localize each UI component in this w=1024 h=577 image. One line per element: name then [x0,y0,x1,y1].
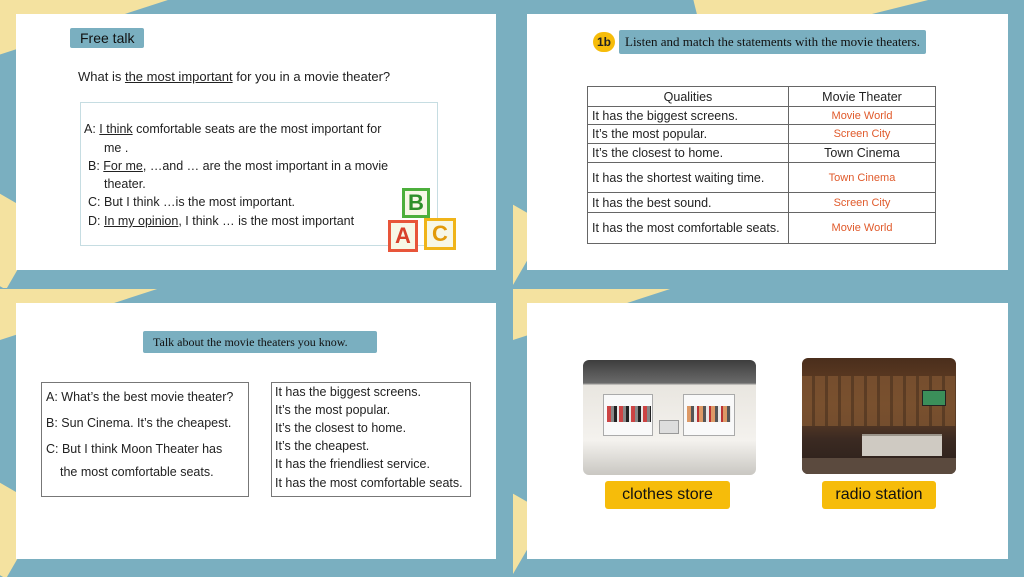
studio-screen [922,390,946,406]
dialog-line-a-cont: me . [104,141,129,155]
phrase: It’s the most popular. [275,403,391,417]
header-movie-theater: Movie Theater [789,87,936,107]
question: What is the most important for you in a movie theater? [78,69,391,84]
slide-card [527,14,1008,270]
slide-places [513,289,1024,577]
dialog-line-b: B: For me, …and … are the most important in a movie [88,159,389,173]
phrases-box [271,382,471,497]
free-talk-tag: Free talk [70,28,144,48]
phrase: It has the most comfortable seats. [275,476,463,490]
table-header [588,87,936,107]
match-table [587,86,936,244]
talk-about-tag: Talk about the movie theaters you know. [143,331,377,353]
abc-blocks-illustration [388,188,460,252]
dialog-line-d: D: In my opinion, I think … is the most important [88,214,355,228]
slide-listen-match [513,0,1024,288]
mixing-desk [862,434,942,456]
table-row: It has the best sound. Screen City [588,193,936,213]
slide-card [16,14,496,270]
table-row: It’s the closest to home. Town Cinema [588,144,936,163]
radio-station-photo [802,358,956,474]
clothes-store-photo [583,360,756,475]
block-a: A [388,220,418,252]
badge-1b: 1b [593,32,615,52]
dialog-line: the most comfortable seats. [60,465,214,479]
display-table [659,420,679,434]
dialog-box [41,382,249,497]
clothes-rack [607,406,651,422]
table-row: It’s the most popular. Screen City [588,125,936,144]
table-row: It has the shortest waiting time. Town Cinema [588,163,936,193]
instruction-tag: Listen and match the statements with the movie theaters. [619,30,926,54]
block-c: C [424,218,456,250]
slide-card [527,303,1008,559]
dialog-line: B: Sun Cinema. It’s the cheapest. [46,416,232,430]
dialog-line-a: A: I think comfortable seats are the most important for [84,122,382,136]
dialog-line: C: But I think Moon Theater has [46,442,223,456]
phrase: It’s the closest to home. [275,421,407,435]
table-row: It has the most comfortable seats. Movie World [588,213,936,244]
phrase: It’s the cheapest. [275,439,370,453]
dialog-line-c: C: But I think …is the most important. [88,195,296,209]
clothes-store-label: clothes store [605,481,730,509]
slide-talk-about [0,289,512,577]
block-b: B [402,188,430,218]
slide-free-talk [0,0,512,288]
clothes-rack [687,406,731,422]
phrase: It has the biggest screens. [275,385,421,399]
dialog-line: A: What’s the best movie theater? [46,390,234,404]
table-row: It has the biggest screens. Movie World [588,107,936,125]
dialog-line-b-cont: theater. [104,177,146,191]
slide-card [16,303,496,559]
header-qualities: Qualities [588,87,789,107]
phrase: It has the friendliest service. [275,457,430,471]
radio-station-label: radio station [822,481,936,509]
studio-floor [802,458,956,474]
